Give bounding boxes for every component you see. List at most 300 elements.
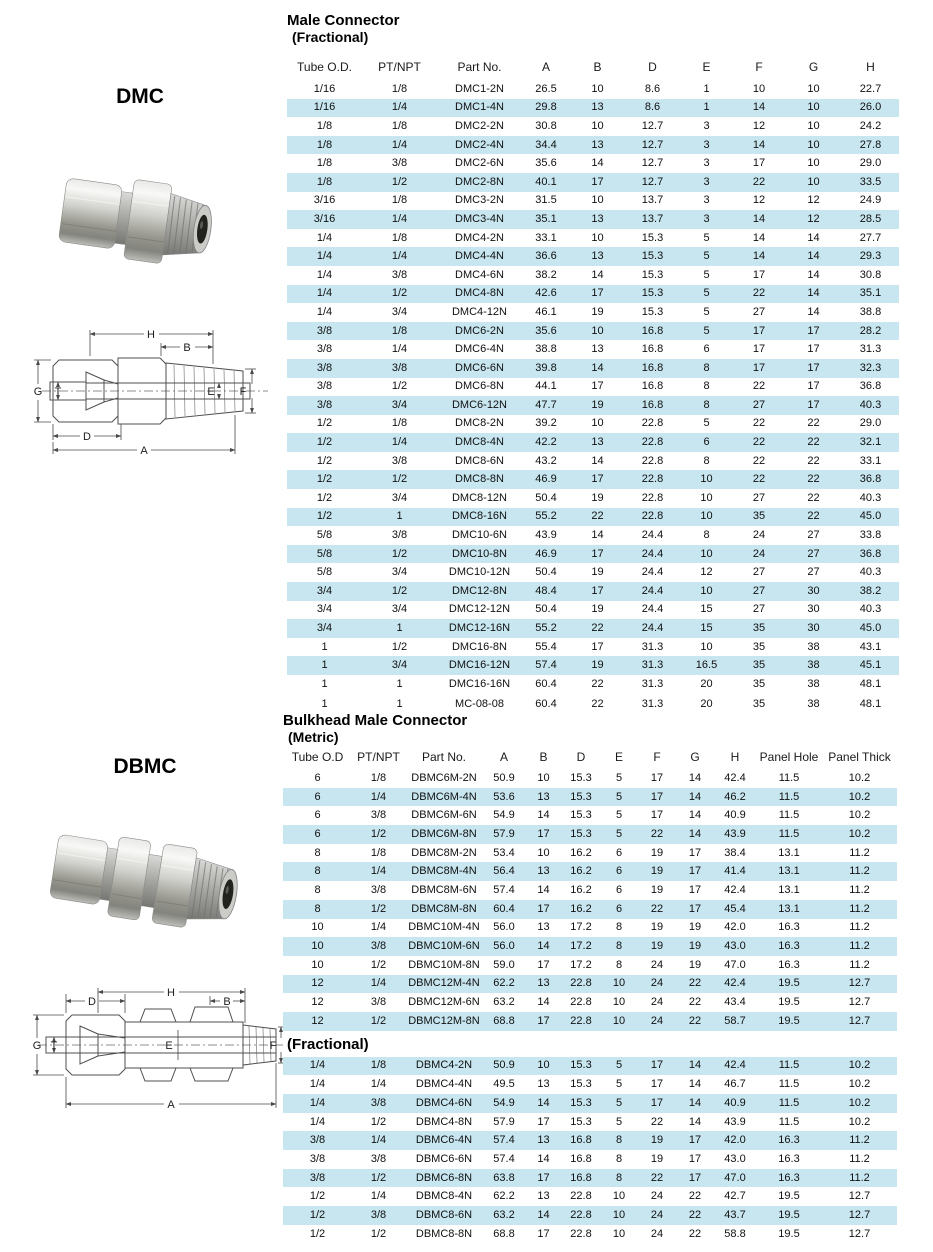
table-cell: 13	[525, 975, 562, 994]
table-cell: 22	[733, 173, 785, 192]
table-cell: 8.6	[625, 99, 680, 118]
table-cell: 8	[600, 1169, 638, 1188]
male-connector-table	[287, 54, 899, 716]
table-cell: 10.2	[822, 788, 897, 807]
table-cell: 17	[650, 1078, 664, 1091]
table-cell: 12.7	[822, 975, 897, 994]
table-cell: 19	[688, 958, 702, 971]
table-cell: 5	[703, 305, 710, 318]
table-cell: 17	[638, 1094, 676, 1113]
table-cell: 36.6	[522, 247, 570, 266]
table-cell: 3/8	[370, 883, 387, 896]
table-cell: 24.4	[641, 529, 664, 542]
table-cell: 11.5	[778, 1078, 800, 1091]
table-cell: 27	[752, 603, 766, 616]
table-cell: 3/4	[362, 656, 437, 675]
table-cell: 48.1	[859, 677, 882, 690]
table-cell: 3/8	[287, 322, 362, 341]
table-cell: 34.4	[522, 136, 570, 155]
table-cell: 17	[676, 1169, 714, 1188]
table-cell: 11.2	[822, 937, 897, 956]
table-cell: 63.2	[483, 1206, 525, 1225]
table-cell: DMC6-2N	[437, 322, 522, 341]
table-cell: 15.3	[641, 231, 664, 244]
table-cell: 1	[396, 677, 403, 690]
table-row	[283, 1113, 897, 1132]
table-cell: 15.3	[625, 285, 680, 304]
table-row	[287, 433, 899, 452]
table-cell: 22	[733, 470, 785, 489]
table-cell: 50.9	[493, 771, 515, 784]
table-cell: DMC4-8N	[437, 285, 522, 304]
column-header: PT/NPT	[378, 60, 421, 74]
table-cell: 24	[638, 1012, 676, 1031]
table-cell: 42.2	[522, 433, 570, 452]
table-cell: 13	[525, 788, 562, 807]
table-cell: 10	[591, 119, 604, 132]
table-cell: 6	[600, 900, 638, 919]
table-cell: 19.5	[778, 996, 800, 1009]
table-cell: 42.4	[714, 975, 756, 994]
table-cell: 29.3	[842, 247, 899, 266]
table-cell: 11.2	[849, 958, 870, 971]
table-cell: DMC4-4N	[437, 247, 522, 266]
table-cell: 5/8	[287, 545, 362, 564]
table-cell: 1/8	[287, 136, 362, 155]
table-cell: 53.4	[493, 846, 515, 859]
table-cell: 13	[525, 862, 562, 881]
table-cell: 10.2	[822, 825, 897, 844]
dim-label-e: E	[165, 1040, 173, 1052]
table-cell: 1/2	[370, 958, 387, 971]
table-cell: 13	[525, 1131, 562, 1150]
table-row	[287, 508, 899, 527]
dim-label-b: B	[223, 996, 231, 1008]
table-cell: 16.3	[778, 958, 800, 971]
table-cell: 10	[525, 1057, 562, 1076]
table-cell: 63.8	[483, 1169, 525, 1188]
column-header: H	[866, 60, 875, 74]
table-cell: 15	[680, 619, 733, 638]
table-cell: 3/8	[283, 1169, 352, 1188]
table-cell: DBMC4-8N	[415, 1115, 473, 1128]
table-cell: 3/8	[309, 1152, 326, 1165]
table-cell: 55.2	[522, 619, 570, 638]
table-cell: 14	[688, 1078, 702, 1091]
dim-label-h: H	[147, 329, 155, 341]
table-cell: 6	[615, 846, 623, 859]
table-cell: 57.4	[493, 883, 515, 896]
table-cell: 12	[283, 1012, 352, 1031]
column-header: A	[499, 750, 508, 764]
table-cell: 16.8	[625, 322, 680, 341]
table-cell: 12.7	[822, 1012, 897, 1031]
table-row	[287, 638, 899, 657]
table-cell: 19	[650, 1152, 664, 1165]
table-cell: DBMC8M-8N	[405, 900, 483, 919]
dbmc-product-photo	[45, 786, 245, 971]
table-cell: 8	[680, 359, 733, 378]
table-cell: 10	[591, 194, 604, 207]
table-cell: 57.4	[483, 1131, 525, 1150]
table-cell: 1/4	[316, 268, 333, 281]
table-cell: DBMC8M-4N	[405, 862, 483, 881]
table-row	[287, 154, 899, 173]
table-cell: 14	[676, 788, 714, 807]
table-cell: 3	[680, 136, 733, 155]
table-cell: 12	[311, 996, 324, 1009]
table-cell: 46.2	[714, 788, 756, 807]
table-cell: 5	[615, 1078, 623, 1091]
table-cell: 24	[638, 1206, 676, 1225]
table-cell: 3/4	[316, 603, 333, 616]
table-cell: 33.5	[842, 173, 899, 192]
table-row	[283, 1131, 897, 1150]
table-cell: 14	[537, 809, 550, 822]
table-cell: 32.3	[842, 359, 899, 378]
table-cell: 22.8	[625, 433, 680, 452]
dim-label-f: F	[239, 386, 247, 398]
table-cell: 62.2	[483, 975, 525, 994]
table-cell: DBMC12M-6N	[408, 996, 480, 1009]
table-cell: 17	[525, 1012, 562, 1031]
table-cell: 11.5	[756, 825, 822, 844]
table-cell: 1/4	[352, 1131, 405, 1150]
table-cell: 8	[283, 862, 352, 881]
table-cell: 3/8	[352, 1206, 405, 1225]
table-cell: 16.3	[756, 937, 822, 956]
table-cell: 56.4	[483, 862, 525, 881]
table-cell: 45.1	[842, 656, 899, 675]
table-cell: 10.2	[822, 1057, 897, 1076]
table-row	[287, 582, 899, 601]
table-cell: 16.8	[641, 343, 664, 356]
table-cell: DMC6-8N	[455, 380, 504, 393]
table-cell: 3/4	[391, 305, 408, 318]
table-cell: DMC16-16N	[448, 677, 511, 690]
header-row	[283, 745, 897, 769]
table-cell: 1/8	[391, 194, 408, 207]
table-cell: 16.3	[756, 1131, 822, 1150]
table-cell: 46.9	[522, 545, 570, 564]
table-cell: DBMC10M-8N	[408, 958, 480, 971]
dim-label-e: E	[207, 386, 215, 398]
table-cell: DBMC6-8N	[405, 1169, 483, 1188]
column-header: G	[808, 60, 819, 74]
table-cell: 22	[688, 1227, 702, 1240]
table-cell: 1/16	[287, 99, 362, 118]
table-row	[287, 415, 899, 434]
column-header: G	[690, 750, 700, 764]
table-cell: 40.1	[522, 173, 570, 192]
table-cell: 10	[680, 545, 733, 564]
table-cell: 6	[600, 862, 638, 881]
table-cell: 6	[283, 788, 352, 807]
table-row	[283, 956, 897, 975]
table-row	[287, 340, 899, 359]
table-row	[283, 1012, 897, 1031]
column-header: D	[576, 750, 586, 764]
table-cell: 10.2	[848, 1115, 871, 1128]
table-cell: 43.1	[859, 640, 882, 653]
table-cell: 24.4	[641, 603, 664, 616]
table-cell: 43.4	[724, 996, 746, 1009]
table-row	[287, 601, 899, 620]
table-cell: 11.5	[756, 1094, 822, 1113]
table-cell: DMC3-4N	[437, 210, 522, 229]
table-cell: 15.3	[641, 268, 664, 281]
table-row	[283, 937, 897, 956]
table-cell: 38.2	[535, 268, 557, 281]
table-cell: 12	[807, 194, 820, 207]
table-cell: DBMC10M-6N	[405, 937, 483, 956]
table-cell: 16.3	[778, 1152, 800, 1165]
table-cell: 24.2	[859, 119, 882, 132]
table-cell: 3/8	[316, 380, 333, 393]
table-cell: 1/8	[391, 417, 408, 430]
table-cell: DBMC6-6N	[415, 1152, 473, 1165]
table-cell: DMC4-12N	[451, 305, 507, 318]
table-cell: 10	[537, 846, 550, 859]
table-cell: DMC8-16N	[437, 508, 522, 527]
table-cell: 10	[752, 82, 766, 95]
table-cell: 35	[733, 619, 785, 638]
table-cell: DMC2-2N	[455, 119, 504, 132]
table-cell: DMC12-8N	[437, 582, 522, 601]
table-cell: 49.5	[493, 1078, 515, 1091]
table-cell: 22.8	[641, 491, 664, 504]
table-cell: 15.3	[641, 305, 664, 318]
table-row	[283, 844, 897, 863]
column-header: PT/NPT	[357, 750, 400, 764]
table-cell: 14	[688, 1115, 702, 1128]
table-cell: 11.2	[822, 862, 897, 881]
table-cell: 27	[733, 396, 785, 415]
table-cell: 16.2	[562, 900, 600, 919]
dbmc-fitting-art	[48, 827, 243, 935]
table-cell: 27	[752, 305, 766, 318]
table-cell: DBMC4-2N	[405, 1057, 483, 1076]
table-cell: 10	[700, 640, 713, 653]
table-cell: DMC12-16N	[437, 619, 522, 638]
table-cell: 3	[680, 173, 733, 192]
table-cell: DMC1-4N	[437, 99, 522, 118]
table-cell: 1/8	[316, 119, 333, 132]
table-cell: 1/4	[370, 1078, 387, 1091]
table-cell: 22	[752, 454, 766, 467]
bulkhead-fractional-subtitle: (Fractional)	[287, 1035, 369, 1053]
table-cell: 14	[537, 996, 550, 1009]
table-cell: 10	[785, 173, 842, 192]
table-cell: 14	[688, 771, 702, 784]
table-cell: 22.8	[570, 1190, 592, 1203]
table-cell: 19	[570, 656, 625, 675]
table-row	[287, 452, 899, 471]
table-cell: 38	[807, 677, 820, 690]
dim-label-g: G	[33, 386, 43, 398]
table-cell: 1/2	[391, 380, 408, 393]
table-cell: 54.9	[483, 1094, 525, 1113]
table-cell: 1	[680, 99, 733, 118]
table-cell: 10	[680, 582, 733, 601]
dim-label-f: F	[269, 1040, 277, 1052]
table-cell: 12	[752, 194, 766, 207]
table-cell: 22	[650, 1115, 664, 1128]
table-cell: 57.4	[522, 656, 570, 675]
table-cell: 8	[314, 883, 321, 896]
table-cell: 1/2	[316, 491, 333, 504]
dim-label-g: G	[32, 1040, 42, 1052]
table-cell: 16.2	[570, 846, 592, 859]
table-cell: 42.4	[724, 771, 746, 784]
table-cell: 12.7	[822, 1206, 897, 1225]
table-cell: 22	[688, 996, 702, 1009]
table-cell: 17	[785, 322, 842, 341]
table-cell: 1/2	[391, 640, 408, 653]
table-cell: 14	[733, 99, 785, 118]
table-cell: 38.4	[724, 846, 746, 859]
table-cell: DMC2-8N	[437, 173, 522, 192]
table-cell: 13.1	[756, 900, 822, 919]
dim-label-t: T	[54, 386, 62, 398]
table-cell: DMC3-2N	[455, 194, 504, 207]
table-cell: 8	[703, 529, 710, 542]
table-cell: 14	[591, 268, 604, 281]
table-cell: 17	[752, 343, 766, 356]
table-cell: 1/2	[362, 545, 437, 564]
table-cell: 47.0	[724, 958, 746, 971]
table-cell: 3/8	[287, 359, 362, 378]
table-cell: 11.2	[822, 900, 897, 919]
table-cell: 10.2	[848, 771, 871, 784]
table-cell: 1	[321, 698, 328, 711]
bulkhead-fractional-table	[283, 1057, 897, 1244]
table-cell: 1/4	[352, 975, 405, 994]
table-cell: 24	[752, 529, 766, 542]
table-cell: 31.3	[641, 677, 664, 690]
table-cell: 19	[570, 396, 625, 415]
table-cell: 12.7	[848, 1190, 871, 1203]
table-cell: 12.7	[641, 119, 664, 132]
table-cell: 30	[785, 582, 842, 601]
table-cell: DBMC10M-4N	[408, 921, 480, 934]
table-cell: 22	[638, 1169, 676, 1188]
table-cell: DMC10-12N	[448, 566, 511, 579]
table-cell: 1/8	[370, 846, 387, 859]
table-cell: DMC8-12N	[451, 491, 507, 504]
table-cell: 3/8	[352, 937, 405, 956]
table-cell: 15.3	[570, 1115, 592, 1128]
table-cell: 27	[752, 491, 766, 504]
table-cell: 16.3	[778, 921, 800, 934]
table-cell: 22	[752, 380, 766, 393]
table-cell: 14	[591, 529, 604, 542]
table-cell: 17	[525, 825, 562, 844]
column-header: F	[755, 60, 763, 74]
dim-label-a: A	[167, 1099, 175, 1111]
table-cell: 17	[676, 900, 714, 919]
table-cell: 14	[752, 231, 766, 244]
table-cell: 32.1	[842, 433, 899, 452]
table-cell: 24.4	[625, 619, 680, 638]
table-cell: 27	[752, 566, 766, 579]
table-cell: 1/2	[362, 173, 437, 192]
table-cell: 1/4	[287, 285, 362, 304]
table-cell: 14	[537, 883, 550, 896]
table-row	[287, 99, 899, 118]
table-cell: 38.8	[535, 343, 557, 356]
dim-label-d: D	[88, 996, 96, 1008]
table-cell: 17	[537, 1227, 550, 1240]
table-cell: 16.8	[641, 380, 664, 393]
table-cell: 3/8	[362, 359, 437, 378]
table-cell: DMC4-6N	[455, 268, 504, 281]
table-cell: DMC10-8N	[437, 545, 522, 564]
table-cell: 19.5	[778, 1227, 800, 1240]
table-cell: 31.3	[641, 698, 664, 711]
table-cell: 1	[362, 508, 437, 527]
table-cell: 19	[638, 862, 676, 881]
table-cell: 1/4	[362, 99, 437, 118]
table-cell: 26.0	[842, 99, 899, 118]
table-cell: DBMC6-4N	[405, 1131, 483, 1150]
table-cell: 1/2	[309, 1190, 326, 1203]
table-cell: 1/4	[287, 247, 362, 266]
column-header: D	[648, 60, 657, 74]
table-cell: 5	[680, 285, 733, 304]
table-cell: 27	[807, 529, 820, 542]
table-row	[283, 825, 897, 844]
table-cell: 19	[591, 603, 604, 616]
table-cell: 22.8	[562, 1206, 600, 1225]
table-row	[287, 489, 899, 508]
table-cell: 30.8	[535, 119, 557, 132]
table-cell: 1	[287, 656, 362, 675]
table-cell: 22	[570, 619, 625, 638]
table-cell: 5	[600, 1057, 638, 1076]
table-cell: 22.8	[570, 1227, 592, 1240]
table-cell: 17	[807, 380, 820, 393]
table-cell: 68.8	[483, 1012, 525, 1031]
table-cell: 13	[570, 99, 625, 118]
column-header: E	[702, 60, 711, 74]
dmc-product-photo	[52, 130, 222, 310]
column-header: B	[593, 60, 602, 74]
column-header: Tube O.D.	[297, 60, 352, 74]
table-cell: 10	[680, 508, 733, 527]
table-cell: 50.9	[483, 1057, 525, 1076]
bulkhead-metric-subtitle: (Metric)	[288, 729, 339, 745]
table-row	[283, 975, 897, 994]
table-row	[287, 303, 899, 322]
table-cell: 1/4	[283, 1057, 352, 1076]
table-cell: 6	[615, 883, 623, 896]
table-cell: 42.6	[522, 285, 570, 304]
table-cell: 35	[733, 508, 785, 527]
table-cell: 24.4	[625, 545, 680, 564]
table-cell: 60.4	[483, 900, 525, 919]
table-cell: 46.9	[522, 470, 570, 489]
table-cell: 12.7	[641, 157, 664, 170]
table-cell: 19	[688, 921, 702, 934]
table-cell: 55.4	[535, 640, 557, 653]
table-cell: 13	[537, 921, 550, 934]
table-cell: 1/8	[370, 771, 387, 784]
table-cell: DMC6-4N	[455, 343, 504, 356]
table-cell: 11.2	[849, 921, 870, 934]
table-row	[287, 545, 899, 564]
table-cell: 1/4	[370, 921, 387, 934]
